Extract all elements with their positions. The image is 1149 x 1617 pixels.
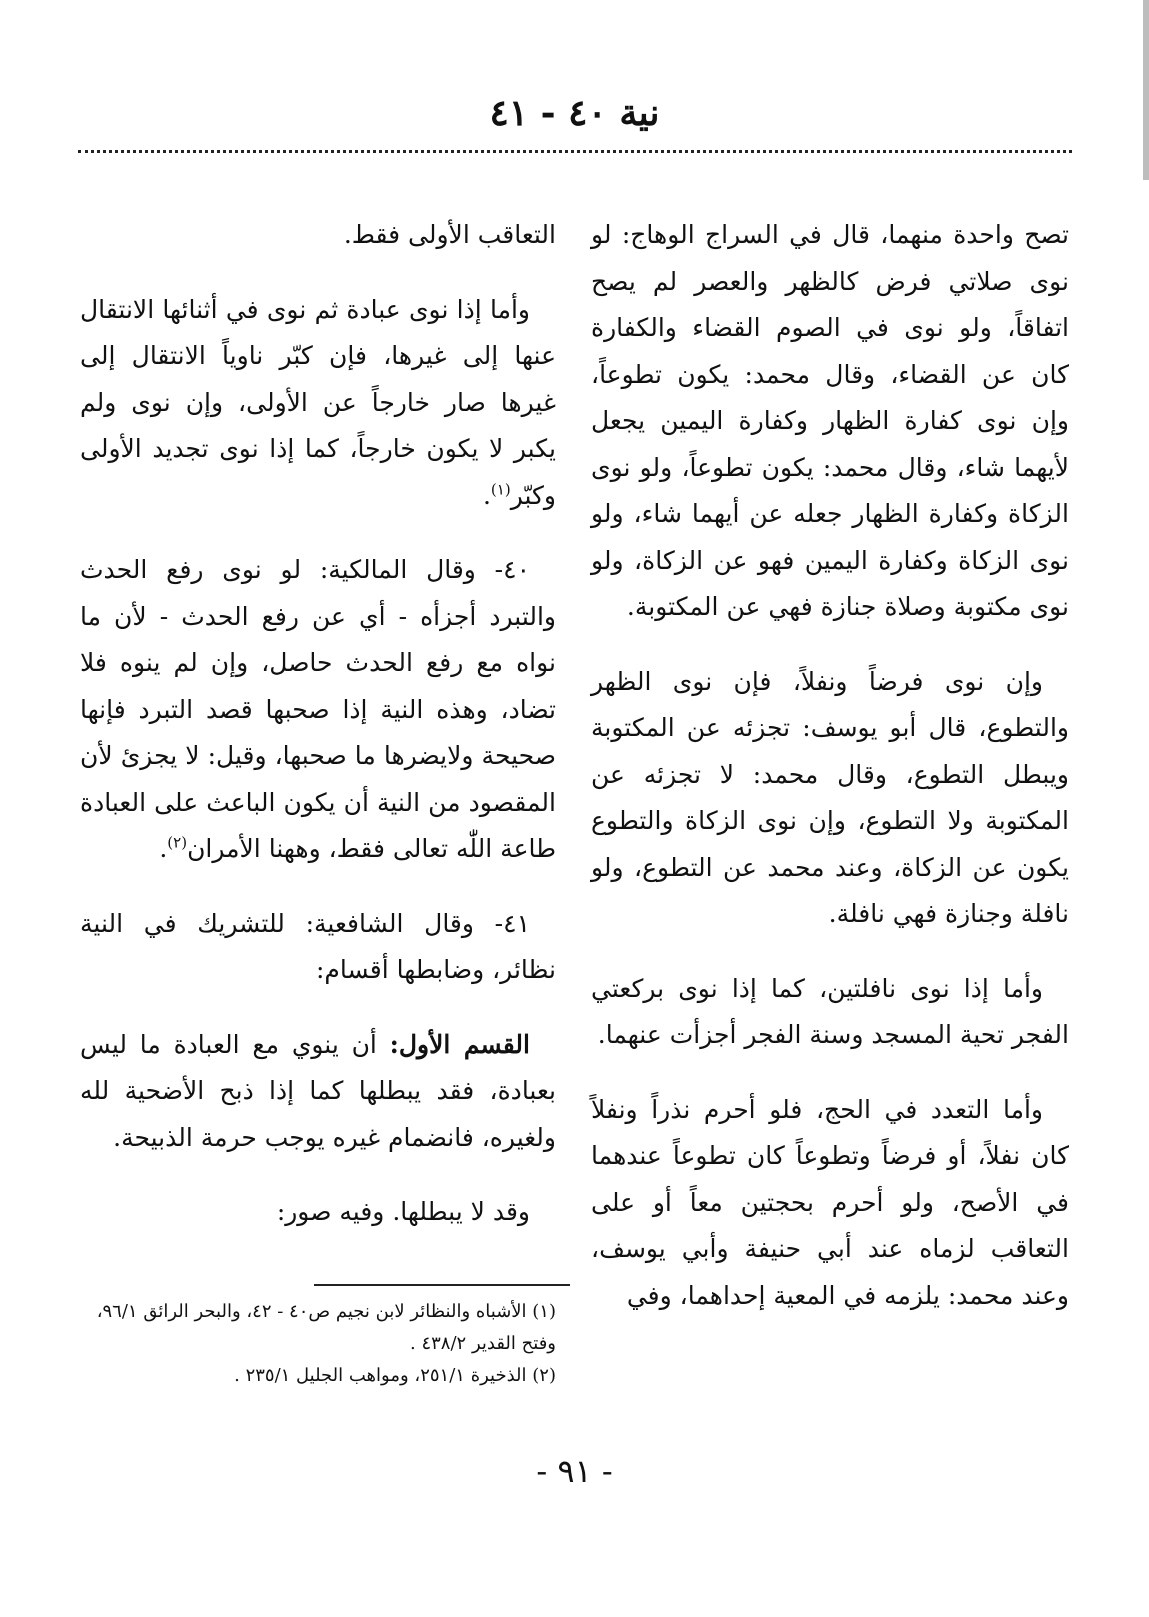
footnote-2: (٢) الذخيرة ٢٥١/١، ومواهب الجليل ٢٣٥/١ . bbox=[234, 1365, 556, 1386]
left-para-3-text: ٤٠- وقال المالكية: لو نوى رفع الحدث والتبرد أجزأه - أي عن رفع الحدث - لأن ما نواه مع رفع الحدث حاصل، وإن لم ينوه فلا تضاد، وهذه النية إذا صحبها قصد التبرد فإنها صحيحة ولايضرها ما صحبها، وقيل: لا يجزئ لأن المقصود من النية أن يكون الباعث على العبادة طاعة اللّٰه تعالى فقط، وههنا الأمران bbox=[80, 555, 556, 863]
left-para-6: وقد لا يبطلها. وفيه صور: bbox=[276, 1197, 530, 1226]
left-column bbox=[80, 212, 556, 1264]
left-para-2-end: . bbox=[482, 480, 491, 510]
page-title: نية ٤٠ - ٤١ bbox=[489, 92, 660, 134]
scan-edge-line bbox=[1143, 0, 1149, 180]
footnotes bbox=[80, 1296, 556, 1392]
left-para-5-text: أن ينوي مع العبادة ما ليس بعبادة، فقد يبطلها كما إذا ذبح الأضحية لله ولغيره، فانضمام غيره يوجب حرمة الذبيحة. bbox=[80, 1029, 556, 1152]
right-para-1: تصح واحدة منهما، قال في السراج الوهاج: لو نوى صلاتي فرض كالظهر والعصر لم يصح اتفاقاً، ولو نوى في الصوم القضاء والكفارة كان عن القضاء، وقال محمد: يكون تطوعاً، وإن نوى كفارة الظهار وكفارة اليمين يجعل لأيهما شاء، وقال محمد: يكون تطوعاً، ولو نوى الزكاة وكفارة الظهار جعله عن أيهما شاء، ولو نوى الزكاة وكفارة اليمين فهو عن الزكاة، ولو نوى مكتوبة وصلاة جنازة فهي عن المكتوبة. bbox=[591, 220, 1069, 621]
left-para-2 bbox=[80, 287, 556, 520]
right-para-2: وإن نوى فرضاً ونفلاً، فإن نوى الظهر والتطوع، قال أبو يوسف: تجزئه عن المكتوبة ويبطل التطوع، وقال محمد: لا تجزئه عن المكتوبة ولا التطوع، وإن نوى الزكاة والتطوع يكون عن الزكاة، وعند محمد عن التطوع، ولو نافلة وجنازة فهي نافلة. bbox=[591, 666, 1069, 928]
right-column bbox=[591, 212, 1069, 1347]
footnote-ref-2[interactable]: (٢) bbox=[167, 833, 188, 852]
left-para-3 bbox=[80, 547, 556, 873]
left-para-2-text: وأما إذا نوى عبادة ثم نوى في أثنائها الانتقال عنها إلى غيرها، فإن كبّر ناوياً الانتقال إلى غيرها صار خارجاً عن الأولى، وإن نوى ولم يكبر لا يكون خارجاً، كما إذا نوى تجديد الأولى وكبّر bbox=[80, 294, 556, 510]
right-para-3: وأما إذا نوى نافلتين، كما إذا نوى بركعتي الفجر تحية المسجد وسنة الفجر أجزأت عنهما. bbox=[591, 973, 1069, 1049]
page-number: - ٩١ - bbox=[536, 1452, 613, 1490]
footnote-1: (١) الأشباه والنظائر لابن نجيم ص٤٠ - ٤٢، والبحر الرائق ٩٦/١، وفتح القدير ٤٣٨/٢ . bbox=[96, 1301, 556, 1354]
footnote-divider bbox=[314, 1284, 570, 1286]
left-para-1: التعاقب الأولى فقط. bbox=[343, 220, 556, 249]
header-dotted-rule bbox=[78, 150, 1072, 153]
right-para-4: وأما التعدد في الحج، فلو أحرم نذراً ونفلاً كان نفلاً، أو فرضاً وتطوعاً كان تطوعاً عندهما في الأصح، ولو أحرم بحجتين معاً أو على التعاقب لزماه عند أبي حنيفة وأبي يوسف، وعند محمد: يلزمه في المعية إحداهما، وفي bbox=[591, 1094, 1069, 1310]
section-label: القسم الأول: bbox=[389, 1029, 530, 1059]
left-para-3-end: . bbox=[159, 834, 168, 863]
footnote-ref-1[interactable]: (١) bbox=[490, 480, 511, 499]
left-para-5 bbox=[80, 1022, 556, 1162]
left-para-4: ٤١- وقال الشافعية: للتشريك في النية نظائر، وضابطها أقسام: bbox=[80, 908, 556, 984]
